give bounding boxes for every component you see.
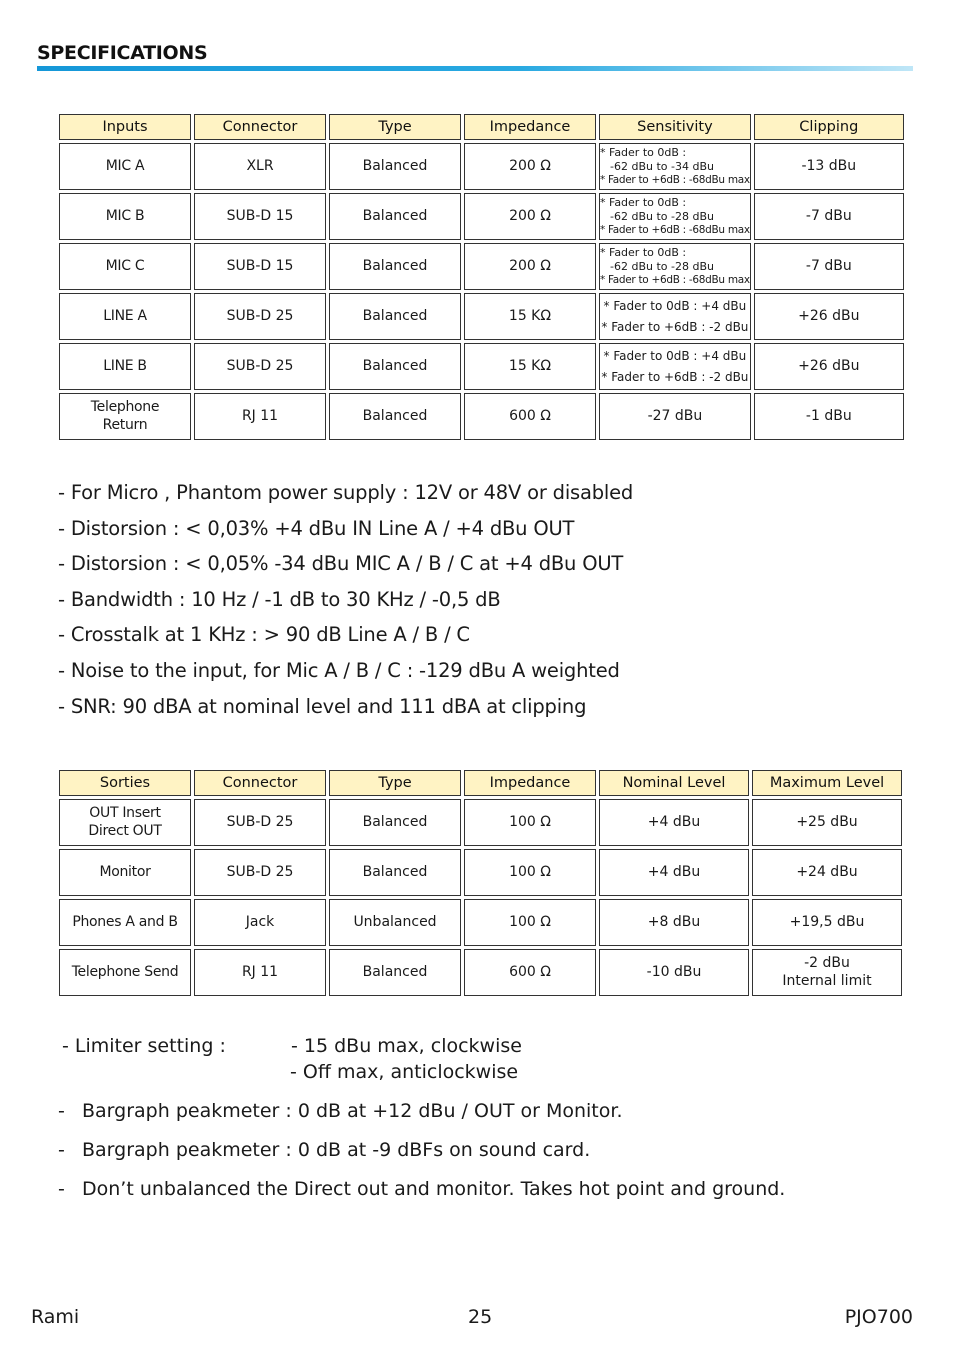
input-name-cell: MIC C — [59, 243, 191, 290]
connector-cell: RJ 11 — [194, 949, 326, 996]
maximum-level-cell: +19,5 dBu — [752, 899, 902, 946]
input-name-line: Return — [102, 416, 148, 433]
sensitivity-line: -62 dBu to -34 dBu — [610, 159, 714, 173]
input-name-cell: LINE B — [59, 343, 191, 390]
header-cell: Impedance — [464, 770, 596, 796]
bullet-dash: - — [58, 1178, 65, 1200]
impedance-cell: 100 Ω — [464, 899, 596, 946]
clipping-cell: -1 dBu — [754, 393, 904, 440]
clipping-cell: -13 dBu — [754, 143, 904, 190]
sensitivity-line: * Fader to +6dB : -68dBu max — [600, 223, 750, 236]
nominal-level-cell: +4 dBu — [599, 849, 749, 896]
nominal-level-cell: +8 dBu — [599, 899, 749, 946]
input-name-cell: LINE A — [59, 293, 191, 340]
table-row — [59, 949, 902, 996]
maximum-level-cell — [752, 949, 902, 996]
impedance-cell: 100 Ω — [464, 799, 596, 846]
inputs-spec-table — [56, 111, 907, 443]
limiter-value: - Off max, anticlockwise — [290, 1061, 519, 1083]
connector-cell: SUB-D 15 — [194, 193, 326, 240]
input-name-line: Telephone — [90, 399, 160, 415]
header-cell: Connector — [194, 770, 326, 796]
table-row — [59, 799, 902, 846]
header-cell: Sorties — [59, 770, 191, 796]
maximum-level-cell: +24 dBu — [752, 849, 902, 896]
footer-product-code: PJO700 — [844, 1306, 913, 1328]
page-title: SPECIFICATIONS — [37, 42, 208, 64]
connector-cell: RJ 11 — [194, 393, 326, 440]
type-cell: Balanced — [329, 393, 461, 440]
output-name-cell: Phones A and B — [59, 899, 191, 946]
impedance-cell: 15 KΩ — [464, 293, 596, 340]
sensitivity-line: * Fader to +6dB : -68dBu max — [600, 273, 750, 286]
table-row — [59, 293, 904, 340]
output-notes-list — [58, 1033, 786, 1202]
bullet-dash: - — [58, 1139, 65, 1161]
input-notes-list — [58, 480, 633, 729]
sensitivity-line: * Fader to 0dB : — [600, 246, 687, 260]
header-cell: Maximum Level — [752, 770, 902, 796]
type-cell: Balanced — [329, 293, 461, 340]
clipping-cell: +26 dBu — [754, 293, 904, 340]
sensitivity-line: * Fader to 0dB : +4 dBu — [603, 349, 747, 364]
sensitivity-line: * Fader to +6dB : -68dBu max — [600, 173, 750, 186]
output-name-cell: Telephone Send — [59, 949, 191, 996]
header-cell: Nominal Level — [599, 770, 749, 796]
table-row — [59, 243, 904, 290]
sensitivity-line: -62 dBu to -28 dBu — [610, 209, 714, 223]
impedance-cell: 600 Ω — [464, 393, 596, 440]
type-cell: Balanced — [329, 849, 461, 896]
input-note: - Distorsion : < 0,05% -34 dBu MIC A / B / C at +4 dBu OUT — [58, 552, 624, 576]
sensitivity-line: * Fader to +6dB : -2 dBu — [601, 369, 749, 384]
page-number: 25 — [468, 1306, 493, 1328]
type-cell: Balanced — [329, 143, 461, 190]
sensitivity-cell — [599, 143, 751, 190]
connector-cell: SUB-D 25 — [194, 293, 326, 340]
input-name-cell: MIC B — [59, 193, 191, 240]
impedance-cell: 200 Ω — [464, 243, 596, 290]
output-note — [58, 1176, 786, 1202]
clipping-cell: -7 dBu — [754, 193, 904, 240]
input-note: - SNR: 90 dBA at nominal level and 111 dBA at clipping — [58, 694, 587, 718]
connector-cell: SUB-D 25 — [194, 343, 326, 390]
input-note: - For Micro , Phantom power supply : 12V or 48V or disabled — [58, 481, 634, 504]
input-name-cell: MIC A — [59, 143, 191, 190]
clipping-cell: +26 dBu — [754, 343, 904, 390]
header-cell: Inputs — [59, 114, 191, 140]
connector-cell: SUB-D 15 — [194, 243, 326, 290]
maximum-level-line: Internal limit — [782, 972, 872, 989]
impedance-cell: 200 Ω — [464, 143, 596, 190]
limiter-note — [62, 1033, 522, 1059]
clipping-cell: -7 dBu — [754, 243, 904, 290]
input-note: - Crosstalk at 1 KHz : > 90 dB Line A / B / C — [58, 623, 470, 647]
table-row — [59, 193, 904, 240]
output-name-line: Direct OUT — [88, 822, 162, 839]
input-note: - Distorsion : < 0,03% +4 dBu IN Line A / +4 dBu OUT — [58, 516, 575, 540]
maximum-level-cell: +25 dBu — [752, 799, 902, 846]
type-cell: Balanced — [329, 949, 461, 996]
impedance-cell: 100 Ω — [464, 849, 596, 896]
sensitivity-cell: -27 dBu — [599, 393, 751, 440]
header-cell: Type — [329, 114, 461, 140]
output-note — [58, 1098, 623, 1124]
sensitivity-cell — [599, 193, 751, 240]
connector-cell: SUB-D 25 — [194, 799, 326, 846]
header-cell: Type — [329, 770, 461, 796]
table-row — [59, 849, 902, 896]
input-name-cell — [59, 393, 191, 440]
header-cell: Clipping — [754, 114, 904, 140]
nominal-level-cell: +4 dBu — [599, 799, 749, 846]
connector-cell: XLR — [194, 143, 326, 190]
impedance-cell: 200 Ω — [464, 193, 596, 240]
output-note — [58, 1137, 591, 1163]
sensitivity-cell — [599, 293, 751, 340]
title-underline-bar — [37, 66, 913, 71]
type-cell: Balanced — [329, 799, 461, 846]
header-cell: Connector — [194, 114, 326, 140]
type-cell: Unbalanced — [329, 899, 461, 946]
table-row — [59, 393, 904, 440]
impedance-cell: 15 KΩ — [464, 343, 596, 390]
connector-cell: SUB-D 25 — [194, 849, 326, 896]
connector-cell: Jack — [194, 899, 326, 946]
nominal-level-cell: -10 dBu — [599, 949, 749, 996]
limiter-label: - Limiter setting : — [62, 1035, 226, 1057]
output-name-line: OUT Insert — [89, 805, 161, 821]
limiter-value: - 15 dBu max, clockwise — [291, 1035, 522, 1057]
input-note: - Bandwidth : 10 Hz / -1 dB to 30 KHz / -0,5 dB — [58, 587, 501, 611]
bullet-dash: - — [58, 1100, 65, 1122]
table-row — [59, 343, 904, 390]
table-header-row — [59, 114, 904, 140]
header-cell: Impedance — [464, 114, 596, 140]
sensitivity-line: * Fader to 0dB : +4 dBu — [603, 299, 747, 314]
outputs-spec-table — [56, 767, 905, 999]
maximum-level-line: -2 dBu — [804, 955, 850, 971]
output-name-cell: Monitor — [59, 849, 191, 896]
footer-author: Rami — [31, 1306, 80, 1328]
type-cell: Balanced — [329, 343, 461, 390]
sensitivity-line: -62 dBu to -28 dBu — [610, 259, 714, 273]
header-cell: Sensitivity — [599, 114, 751, 140]
output-note-text: Bargraph peakmeter : 0 dB at -9 dBFs on sound card. — [82, 1139, 591, 1161]
table-row — [59, 143, 904, 190]
type-cell: Balanced — [329, 243, 461, 290]
impedance-cell: 600 Ω — [464, 949, 596, 996]
input-note: - Noise to the input, for Mic A / B / C : -129 dBu A weighted — [58, 658, 620, 682]
limiter-note-continued — [58, 1059, 519, 1085]
type-cell: Balanced — [329, 193, 461, 240]
sensitivity-line: * Fader to +6dB : -2 dBu — [601, 319, 749, 334]
output-note-text: Bargraph peakmeter : 0 dB at +12 dBu / OUT or Monitor. — [82, 1100, 623, 1122]
sensitivity-cell — [599, 343, 751, 390]
table-header-row — [59, 770, 902, 796]
output-note-text: Don’t unbalanced the Direct out and monitor. Takes hot point and ground. — [82, 1178, 786, 1200]
sensitivity-cell — [599, 243, 751, 290]
sensitivity-line: * Fader to 0dB : — [600, 146, 687, 160]
table-row — [59, 899, 902, 946]
output-name-cell — [59, 799, 191, 846]
sensitivity-line: * Fader to 0dB : — [600, 196, 687, 210]
